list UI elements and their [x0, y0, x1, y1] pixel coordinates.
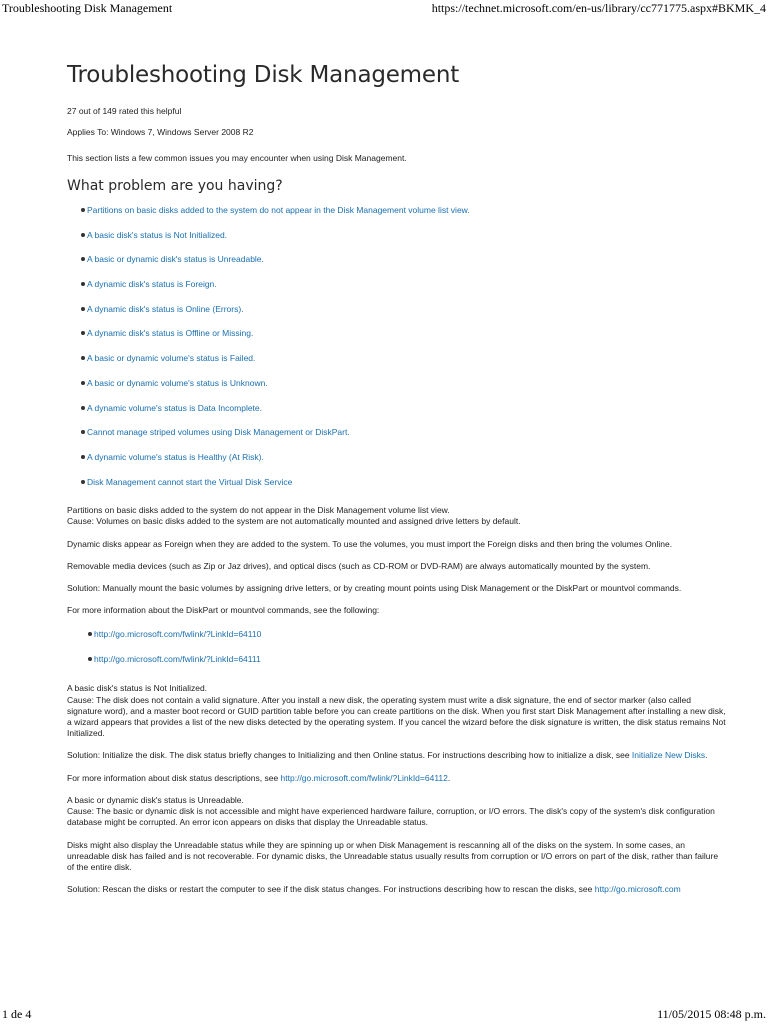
print-header [0, 1, 768, 17]
unreadable-extra: Disks might also display the Unreadable status while they are spinning up or when Disk Management is rescanning all of the disks on the system. In some cases, an unreadable disk has failed and is not recoverable. For dynamic disks, the Unreadable status usually results from corruption or I/O errors on part of the disk, rather than failure of the entire disk. [67, 839, 719, 872]
list-item [87, 254, 727, 279]
partitions-dynamic-note: Dynamic disks appear as Foreign when they are added to the system. To use the volumes, you must import the Foreign disks and then bring the volumes Online. [67, 538, 673, 549]
not-initialized-solution [67, 750, 727, 761]
problem-link[interactable]: Disk Management cannot start the Virtual Disk Service [87, 476, 293, 487]
problem-link[interactable]: A basic or dynamic volume's status is Unknown. [87, 377, 268, 388]
problem-link[interactable]: A dynamic disk's status is Online (Errors). [87, 303, 244, 314]
problem-link[interactable]: A basic or dynamic volume's status is Failed. [87, 353, 256, 364]
list-item [94, 654, 727, 679]
partitions-solution: Solution: Manually mount the basic volumes by assigning drive letters, or by creating mount points using Disk Management or the DiskPart or mountvol commands. [67, 583, 682, 594]
section-heading: What problem are you having? [67, 178, 283, 194]
problem-link[interactable]: A dynamic volume's status is Data Incomplete. [87, 402, 263, 413]
unreadable-cause: Cause: The basic or dynamic disk is not accessible and might have experienced hardware failure, corruption, or I/O errors. The disk's copy of the system's disk configuration database might be corrupted. An error icon appears on disks that display the Unreadable status. [67, 806, 715, 828]
list-item [87, 205, 727, 230]
problem-link[interactable]: A dynamic disk's status is Offline or Missing. [87, 328, 254, 339]
rating-text: 27 out of 149 rated this helpful [67, 106, 182, 116]
not-initialized-cause: Cause: The disk does not contain a valid signature. After you install a new disk, the operating system must write a disk signature, the end of sector marker (also called signature word), and a master boot record or GUID partition table before you can create partitions on the disk. When you first start Disk Management after installing a new disk, a wizard appears that provides a list of the new disks detected by the operating system. If you cancel the wizard before the disk signature is written, the disk status remains Not Initialized. [67, 694, 726, 739]
not-initialized-title: A basic disk's status is Not Initialized. [67, 683, 208, 694]
reference-link[interactable]: http://go.microsoft.com/fwlink/?LinkId=64110 [94, 629, 262, 640]
list-item [87, 477, 727, 502]
list-item [87, 328, 727, 353]
print-footer [0, 1007, 768, 1023]
partitions-title: Partitions on basic disks added to the system do not appear in the Disk Management volume list view. [67, 505, 450, 516]
intro-text: This section lists a few common issues you may encounter when using Disk Management. [67, 153, 407, 163]
list-item [87, 353, 727, 378]
applies-to: Applies To: Windows 7, Windows Server 2008 R2 [67, 127, 254, 137]
partitions-cause: Cause: Volumes on basic disks added to the system are not automatically mounted and assigned drive letters by default. [67, 516, 521, 527]
problem-link[interactable]: Cannot manage striped volumes using Disk Management or DiskPart. [87, 427, 350, 438]
unreadable-title: A basic or dynamic disk's status is Unreadable. [67, 794, 244, 805]
partitions-removable-note: Removable media devices (such as Zip or Jaz drives), and optical discs (such as CD-ROM or DVD-RAM) are always automatically mounted by the system. [67, 560, 651, 571]
list-item [87, 279, 727, 304]
print-header-title: Troubleshooting Disk Management [2, 1, 173, 15]
reference-link-list [67, 629, 727, 679]
print-header-url: https://technet.microsoft.com/en-us/library/cc771775.aspx#BKMK_4 [431, 1, 766, 15]
reference-link[interactable]: http://go.microsoft.com/fwlink/?LinkId=64111 [94, 654, 261, 665]
problem-link-list [67, 205, 727, 501]
more-info-end: . [447, 772, 451, 783]
solution-text: Solution: Initialize the disk. The disk status briefly changes to Initializing and then Online status. For instructions describing how to initialize a disk, see [67, 750, 632, 761]
problem-link[interactable]: A dynamic disk's status is Foreign. [87, 279, 217, 290]
article [67, 58, 727, 895]
list-item [94, 629, 727, 654]
problem-link[interactable]: A dynamic volume's status is Healthy (At Risk). [87, 451, 264, 462]
solution-end: . [705, 750, 708, 761]
problem-link[interactable]: A basic or dynamic disk's status is Unreadable. [87, 254, 264, 265]
list-item [87, 452, 727, 477]
more-info-text: For more information about disk status descriptions, see [67, 772, 281, 783]
disk-status-link[interactable]: http://go.microsoft.com/fwlink/?LinkId=64112 [280, 772, 448, 783]
solution-text: Solution: Rescan the disks or restart the computer to see if the disk status changes. For instructions describing how to rescan the disks, see [67, 884, 595, 895]
list-item [87, 304, 727, 329]
list-item [87, 378, 727, 403]
not-initialized-more-info [67, 773, 727, 784]
unreadable-solution [67, 884, 727, 895]
print-datetime: 11/05/2015 08:48 p.m. [657, 1007, 766, 1021]
page-number: 1 de 4 [2, 1007, 32, 1021]
partitions-more-info: For more information about the DiskPart or mountvol commands, see the following: [67, 605, 380, 616]
page-title: Troubleshooting Disk Management [67, 62, 460, 88]
list-item [87, 427, 727, 452]
list-item [87, 403, 727, 428]
initialize-new-disks-link[interactable]: Initialize New Disks [631, 750, 706, 761]
rescan-disks-link[interactable]: http://go.microsoft.com [594, 884, 681, 895]
list-item [87, 230, 727, 255]
problem-link[interactable]: Partitions on basic disks added to the system do not appear in the Disk Management volume list view. [87, 205, 470, 215]
problem-link[interactable]: A basic disk's status is Not Initialized. [87, 229, 228, 240]
